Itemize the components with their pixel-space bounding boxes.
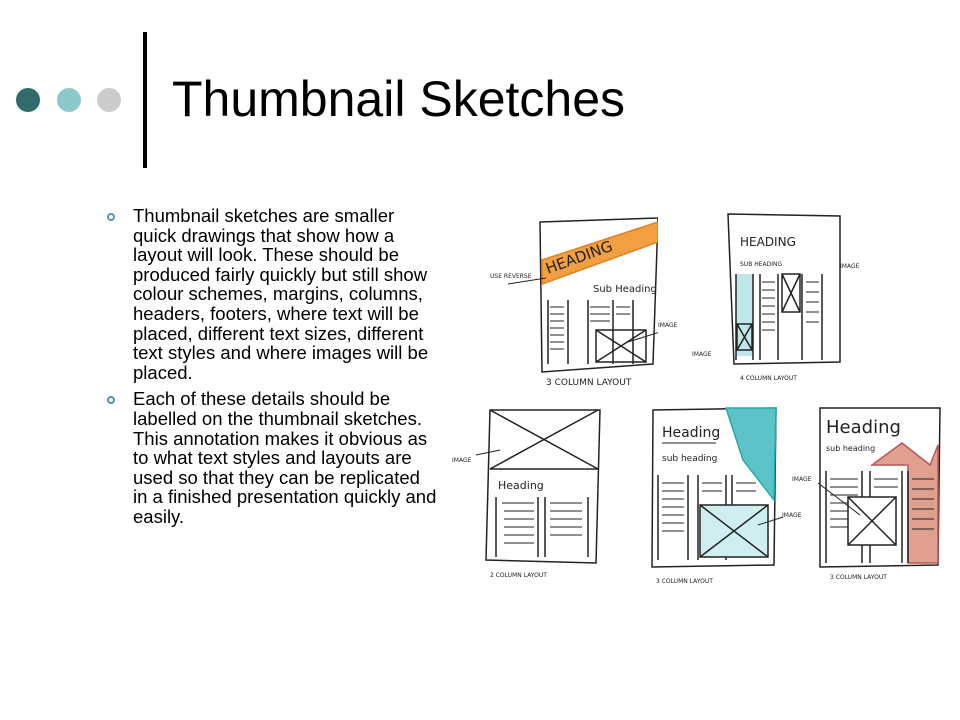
sketch-4-column [690, 212, 880, 382]
sketch-subheading: sub heading [662, 454, 718, 464]
slide-title: Thumbnail Sketches [172, 71, 626, 127]
sketch-note: IMAGE [692, 351, 712, 358]
sketch-heading: HEADING [740, 235, 796, 249]
sketch-note-image [658, 318, 688, 330]
accent-dot-light [57, 88, 81, 112]
title-divider [143, 32, 147, 168]
sketch-caption: 3 COLUMN LAYOUT [830, 574, 887, 581]
sketch-3-column-reverse [488, 212, 658, 388]
bullet-list [107, 206, 437, 534]
sketch-heading: HEADING [543, 236, 615, 278]
sketch-caption: 2 COLUMN LAYOUT [490, 572, 547, 579]
bullet-icon [107, 396, 115, 404]
accent-dot-dark [16, 88, 40, 112]
sketch-heading: Heading [826, 417, 901, 438]
sketch-note: USE REVERSE [490, 273, 532, 280]
sketch-note: IMAGE [452, 457, 472, 464]
sketch-caption: 3 COLUMN LAYOUT [546, 378, 632, 388]
bullet-text: Each of these details should be labelled on the thumbnail sketches. This annotation makes it obvious as to what text styles and layouts are used so that they can be replicated in a finished presentation quickly and easily. [133, 388, 437, 527]
sketch-caption: 3 COLUMN LAYOUT [656, 578, 713, 585]
accent-dot-grey [97, 88, 121, 112]
sketch-2-column [450, 405, 610, 585]
sketch-note: IMAGE [658, 322, 678, 329]
sketch-subheading: Sub Heading [593, 284, 657, 295]
bullet-item [107, 389, 437, 526]
sketch-subheading: SUB HEADING [740, 261, 783, 268]
sketch-heading: Heading [662, 425, 721, 441]
sketch-subheading: sub heading [826, 444, 876, 453]
bullet-icon [107, 213, 115, 221]
sketch-note: IMAGE [792, 476, 812, 483]
sketch-3-column-red [790, 405, 960, 585]
bullet-item [107, 206, 437, 382]
sketch-heading: Heading [498, 479, 544, 492]
sketch-caption: 4 COLUMN LAYOUT [740, 375, 797, 382]
bullet-text: Thumbnail sketches are smaller quick drawings that show how a layout will look. These should be produced fairly quickly but still show colour schemes, margins, columns, headers, footers, where text will be placed, different text sizes, different text styles and where images will be placed. [133, 205, 429, 383]
sketch-note: IMAGE [782, 512, 802, 519]
sketch-note: IMAGE [840, 263, 860, 270]
